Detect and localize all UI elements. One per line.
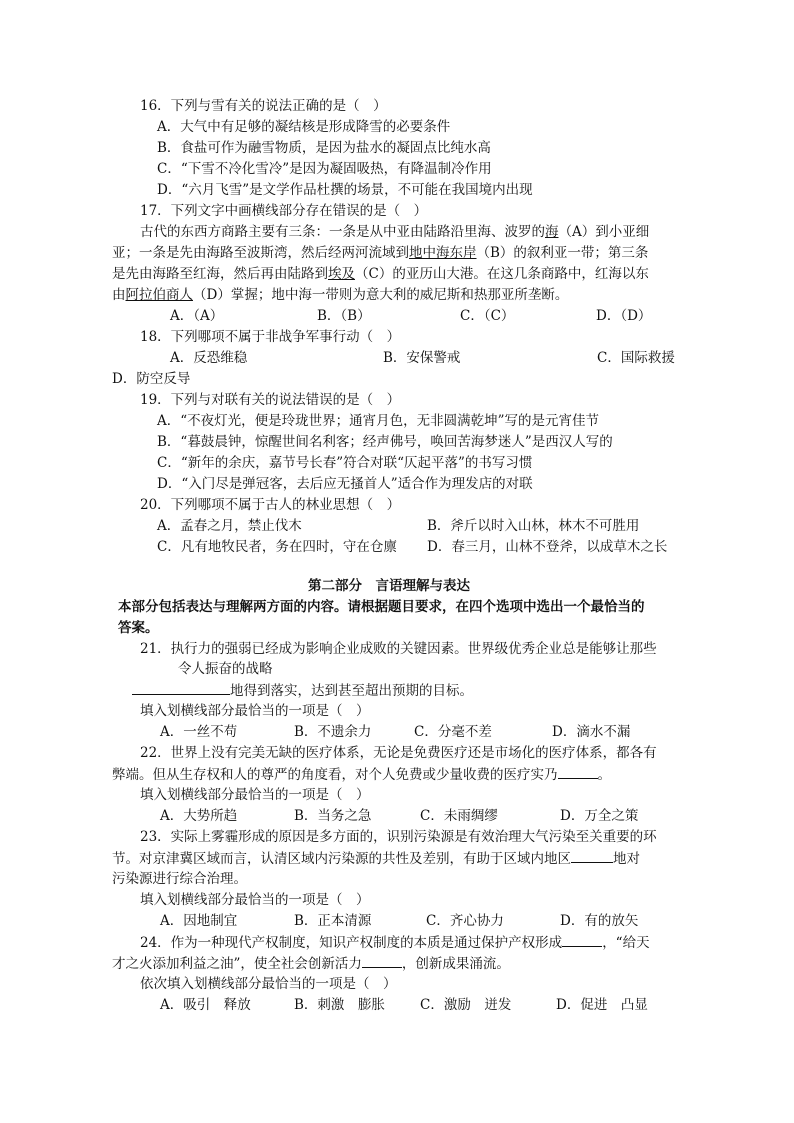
- q24-option-a: A．吸引 释放: [160, 997, 251, 1013]
- q22-text: 弊端。但从生存权和人的尊严的角度看，对个人免费或少量收费的医疗实乃: [112, 767, 558, 783]
- q23-text: 节。对京津冀区域而言，认清区域内污染源的共性及差别，有助于区域内地区: [112, 851, 571, 867]
- q17-underlined-a: 海: [545, 224, 559, 240]
- q16-option-c: C．“下雪不冷化雪冷”是因为凝固吸热，有降温制冷作用: [157, 161, 492, 177]
- q24-text: 24．作为一种现代产权制度，知识产权制度的本质是通过保护产权形成: [140, 935, 563, 951]
- q18-option-a: A．反恐维稳: [170, 350, 248, 366]
- q17-option-a: A．（A）: [170, 308, 224, 324]
- section-title: 第二部分 言语理解与表达: [308, 578, 470, 594]
- q19-stem: 19．下列与对联有关的说法错误的是（ ）: [140, 392, 401, 408]
- q21-prompt: 填入划横线部分最恰当的一项是（ ）: [140, 703, 370, 719]
- q24-prompt: 依次填入划横线部分最恰当的一项是（ ）: [140, 976, 397, 992]
- q20-option-b: B．斧斤以时入山林，林木不可胜用: [427, 518, 640, 534]
- q23-option-d: D．有的放矢: [560, 913, 639, 929]
- q21-option-b: B．不遗余力: [294, 724, 372, 740]
- q17-text: 由: [112, 287, 126, 303]
- q22-text-end: 。: [597, 767, 611, 783]
- q24-option-d: D．促进 凸显: [556, 997, 648, 1013]
- q24-option-c: C．激励 迸发: [420, 997, 512, 1013]
- q22-option-c: C．未雨绸缪: [420, 808, 498, 824]
- q17-passage-line3: [112, 264, 649, 284]
- q24-blank-1: [562, 932, 602, 947]
- q21-option-d: D．滴水不漏: [552, 724, 631, 740]
- q17-text: 是先由海路至红海，然后再由陆路到: [112, 266, 328, 282]
- q22-option-b: B．当务之急: [294, 808, 372, 824]
- q24-text: 才之火添加利益之油”，使全社会创新活力: [112, 956, 362, 972]
- q22-stem-line1: 22．世界上没有完美无缺的医疗体系，无论是免费医疗还是市场化的医疗体系，都各有: [140, 745, 657, 761]
- q22-option-a: A．大势所趋: [160, 808, 238, 824]
- q23-stem-line1: 23．实际上雾霾形成的原因是多方面的，识别污染源是有效治理大气污染至关重要的环: [140, 829, 657, 845]
- q16-option-d: D．“六月飞雪”是文学作品杜撰的场景，不可能在我国境内出现: [157, 182, 533, 198]
- q17-option-b: B．（B）: [317, 308, 371, 324]
- q16-option-a: A．大气中有足够的凝结核是形成降雪的必要条件: [157, 119, 451, 135]
- q24-text: ，创新成果涌流。: [401, 956, 510, 972]
- q24-option-b: B．刺激 膨胀: [294, 997, 385, 1013]
- q19-option-d: D．“入门尽是弹冠客，去后应无搔首人”适合作为理发店的对联: [157, 476, 533, 492]
- q17-passage-line4: [112, 285, 568, 305]
- q19-option-b: B．“暮鼓晨钟，惊醒世间名利客；经声佛号，唤回苦海梦迷人”是西汉人写的: [157, 434, 613, 450]
- q19-option-c: C．“新年的余庆，嘉节号长春”符合对联“仄起平落”的书写习惯: [157, 455, 533, 471]
- q24-text: ，“给天: [602, 935, 650, 951]
- q17-option-c: C．（C）: [460, 308, 515, 324]
- q20-stem: 20．下列哪项不属于古人的林业思想（ ）: [140, 497, 401, 513]
- q23-stem-line3: 污染源进行综合治理。: [112, 871, 247, 887]
- q17-underlined-c: 埃及: [328, 266, 355, 282]
- q24-stem-line2: [112, 953, 510, 973]
- q21-stem-line1: 21．执行力的强弱已经成为影响企业成败的关键因素。世界级优秀企业总是能够让那些: [140, 641, 657, 657]
- q16-option-b: B．食盐可作为融雪物质，是因为盐水的凝固点比纯水高: [157, 140, 491, 156]
- q23-option-b: B．正本清源: [294, 913, 372, 929]
- q18-option-d: D．防空反导: [112, 371, 191, 387]
- q17-text: （C）的亚历山大港。在这几条商路中，红海以东: [355, 266, 649, 282]
- q17-text: （D）掌握；地中海一带则为意大利的威尼斯和热那亚所垄断。: [193, 287, 569, 303]
- q24-blank-2: [362, 953, 402, 968]
- q17-option-d: D．（D）: [596, 308, 652, 324]
- q23-option-a: A．因地制宜: [160, 913, 238, 929]
- q17-passage-line2: [112, 243, 648, 263]
- q24-stem-line1: [140, 932, 650, 952]
- q21-option-a: A．一丝不苟: [160, 724, 238, 740]
- q17-text: 亚；一条是先由海路至波斯湾，然后经两河流域到: [112, 245, 409, 261]
- q22-prompt: 填入划横线部分最恰当的一项是（ ）: [140, 787, 370, 803]
- q22-stem-line2: [112, 764, 611, 784]
- q19-option-a: A．“不夜灯光，便是玲珑世界；通宵月色，无非圆满乾坤”写的是元宵佳节: [157, 413, 600, 429]
- q17-underlined-b: 地中海东岸: [409, 245, 477, 261]
- q22-option-d: D．万全之策: [560, 808, 639, 824]
- q17-text: （B）的叙利亚一带；第三条: [476, 245, 649, 261]
- q23-stem-line2: [112, 848, 640, 868]
- q22-blank: [558, 764, 598, 779]
- q18-option-c: C．国际救援: [597, 350, 675, 366]
- q21-stem-line3: [132, 680, 473, 700]
- q18-option-b: B．安保警戒: [383, 350, 461, 366]
- q17-text: 古代的东西方商路主要有三条：一条是从中亚由陆路沿里海、波罗的: [140, 224, 545, 240]
- q21-stem-line2: 令人振奋的战略: [178, 661, 273, 677]
- q20-option-a: A．孟春之月，禁止伐木: [157, 518, 302, 534]
- q21-blank: [132, 680, 230, 695]
- q18-stem: 18．下列哪项不属于非战争军事行动（ ）: [140, 329, 401, 345]
- q21-option-c: C．分毫不差: [414, 724, 492, 740]
- q23-prompt: 填入划横线部分最恰当的一项是（ ）: [140, 892, 370, 908]
- q16-stem: 16．下列与雪有关的说法正确的是（ ）: [140, 98, 387, 114]
- q17-underlined-d: 阿拉伯商人: [125, 287, 193, 303]
- q17-text: （A）到小亚细: [558, 224, 650, 240]
- q20-option-d: D．春三月，山林不登斧，以成草木之长: [427, 539, 668, 555]
- q17-stem: 17．下列文字中画横线部分存在错误的是（ ）: [140, 203, 428, 219]
- q21-text: 地得到落实，达到甚至超出预期的目标。: [230, 683, 473, 699]
- section-intro-line2: 答案。: [118, 620, 159, 636]
- q17-passage-line1: [140, 222, 649, 242]
- section-intro-line1: 本部分包括表达与理解两方面的内容。请根据题目要求，在四个选项中选出一个最恰当的: [118, 599, 645, 615]
- q23-blank: [571, 848, 613, 863]
- q23-option-c: C．齐心协力: [426, 913, 504, 929]
- q23-text: 地对: [613, 851, 640, 867]
- q20-option-c: C．凡有地牧民者，务在四时，守在仓廪: [157, 539, 397, 555]
